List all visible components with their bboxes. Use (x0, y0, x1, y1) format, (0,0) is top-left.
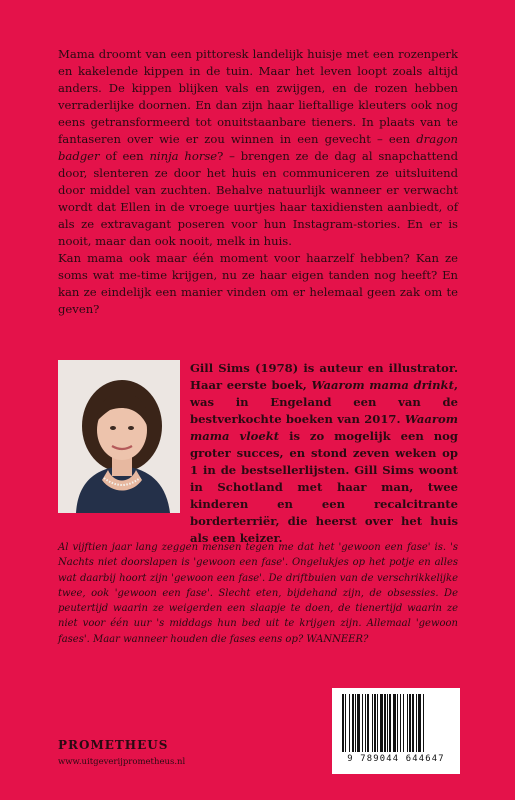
author-bio-part: Gill Sims (1978) is auteur en illustrator. Haar eerste boek, (190, 361, 458, 392)
author-portrait-image (58, 360, 180, 513)
blurb-text-part: of een (105, 149, 144, 163)
blurb-italic-term: ninja horse (149, 149, 218, 163)
blurb-text (58, 46, 458, 318)
blurb-text-part: Mama droomt van een pittoresk landelijk huisje met een rozenperk en kakelende kippen in de tuin. Maar het leven loopt zoals altijd anders. De kippen blijken vals en zwijgen, en de rozen hebben verraderlijke doornen. En dan zijn haar lieftallige kleuters ook nog eens getransformeerd tot onuitstaanbare tieners. In plaats van te fantaseren over wie er zou winnen in een gevecht – een (58, 47, 458, 146)
book-title: Waarom mama drinkt (311, 378, 454, 392)
author-photo (58, 360, 180, 513)
isbn-barcode (332, 688, 460, 774)
blurb-paragraph-2: Kan mama ook maar één moment voor haarzelf hebben? Kan ze soms wat me-time krijgen, nu ze haar eigen tanden nog heeft? En kan ze eindelijk een manier vinden om er helemaal geen zak om te geven? (58, 251, 458, 316)
book-quote: Al vijftien jaar lang zeggen mensen tegen me dat het 'gewoon een fase' is. 's Nachts niet doorslapen is 'gewoon een fase'. Ongelukjes op het potje en alles wat daarbij hoort zijn 'gewoon een fase'. De driftbuien van de verschrikkelijke twee, ook 'gewoon een fase'. Slecht eten, bijdehand zijn, de obsessies. De peutertijd waarin ze weigerden een slaapje te doen, de tienertijd waarin ze niet voor één uur 's middags hun bed uit te krijgen zijn. Allemaal 'gewoon fases'. Maar wanneer houden die fases eens op? WANNEER? (58, 542, 458, 645)
author-bio-part: , was in Engeland een van de bestverkochte boeken van 2017. (190, 378, 458, 426)
blurb-text-part: ? – brengen ze de dag al snapchattend door, slenteren ze door het huis en communiceren ze uitsluitend door middel van zuchten. Behalve natuurlijk wanneer er verwacht wordt dat Ellen in de vroege uurtjes haar taxidiensten aanbiedt, of als ze extravagant poseren voor hun Instagram-stories. En er is nooit, maar dan ook nooit, melk in huis. (58, 149, 459, 248)
barcode-bars (340, 694, 452, 752)
blurb-paragraph-1 (58, 46, 458, 250)
isbn-digits: 9 789044 644647 (347, 754, 445, 764)
author-bio-part: is zo mogelijk een nog groter succes, en stond zeven weken op 1 in de bestsellerlijsten. Gill Sims woont in Schotland met haar man, twee kinderen en een recalcitrante borderterriër, die heerst over het huis als een keizer. (190, 429, 458, 545)
blurb-italic-term: dragon badger (58, 132, 459, 163)
publisher-website: www.uitgeverijprometheus.nl (58, 757, 186, 767)
author-bio (190, 360, 458, 547)
book-title: Waarom mama vloekt (190, 412, 458, 443)
publisher-logo: PROMETHEUS (58, 738, 169, 752)
